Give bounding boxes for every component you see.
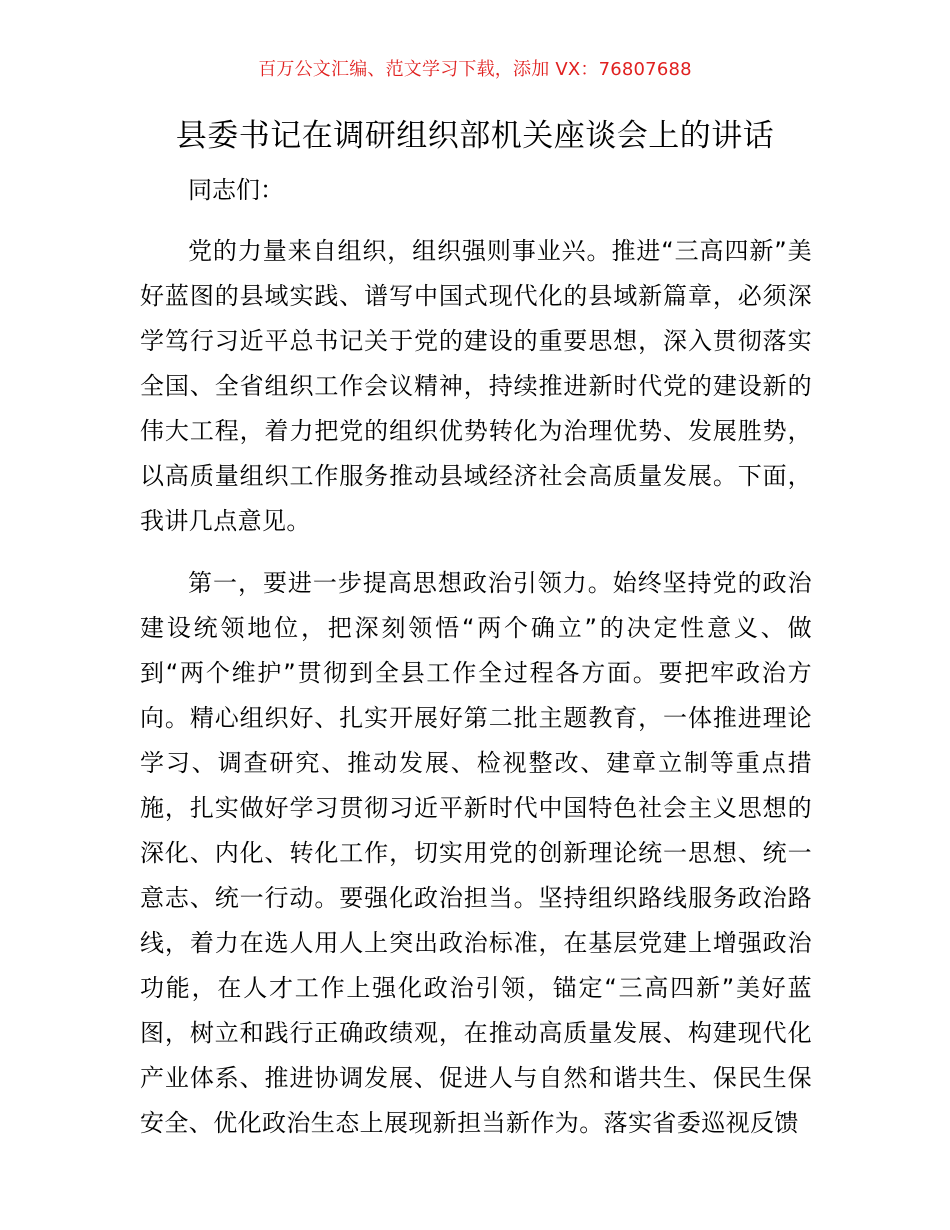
paragraph-intro: 党的力量来自组织，组织强则事业兴。推进“三高四新”美好蓝图的县域实践、谱写中国式现代化的县域新篇章，必须深学笃行习近平总书记关于党的建设的重要思想，深入贯彻落实全国、全省组织工作会议精神，持续推进新时代党的建设新的伟大工程，着力把党的组织优势转化为治理优势、发展胜势，以高质量组织工作服务推动县域经济社会高质量发展。下面，我讲几点意见。 [140, 237, 812, 535]
document-body [140, 168, 812, 1163]
header-note: 百万公文汇编、范文学习下载，添加 VX：76807688 [258, 59, 692, 80]
paragraph-first-point: 第一，要进一步提高思想政治引领力。始终坚持党的政治建设统领地位，把深刻领悟“两个确立”的决定性意义、做到“两个维护”贯彻到全县工作全过程各方面。要把牢政治方向。精心组织好、扎实开展好第二批主题教育，一体推进理论学习、调查研究、推动发展、检视整改、建章立制等重点措施，扎实做好学习贯彻习近平新时代中国特色社会主义思想的深化、内化、转化工作，切实用党的创新理论统一思想、统一意志、统一行动。要强化政治担当。坚持组织路线服务政治路线，着力在选人用人上突出政治标准，在基层党建上增强政治功能，在人才工作上强化政治引领，锚定“三高四新”美好蓝图，树立和践行正确政绩观，在推动高质量发展、构建现代化产业体系、推进协调发展、促进人与自然和谐共生、保民生保安全、优化政治生态上展现新担当新作为。落实省委巡视反馈 [140, 569, 812, 1137]
document-title: 县委书记在调研组织部机关座谈会上的讲话 [175, 118, 775, 154]
salutation: 同志们： [188, 176, 284, 204]
